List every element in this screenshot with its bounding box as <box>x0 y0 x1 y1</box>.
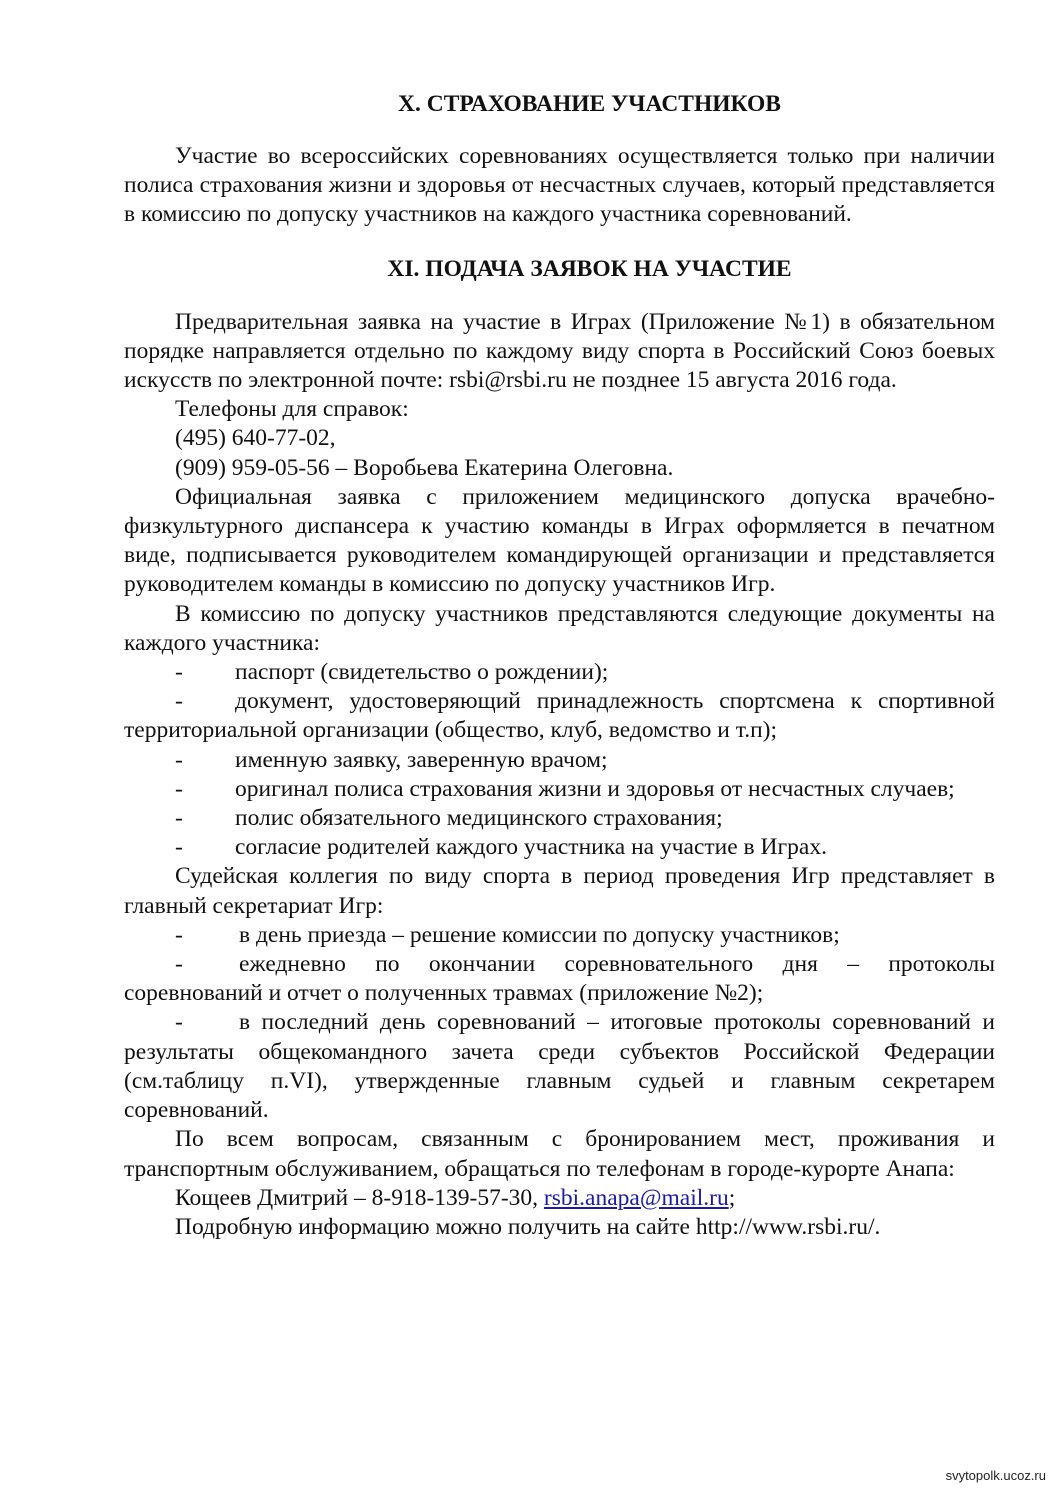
document-page <box>124 86 995 1242</box>
document-item: - согласие родителей каждого участника на участие в Играх. <box>175 834 827 861</box>
section-10-title: X. СТРАХОВАНИЕ УЧАСТНИКОВ <box>398 91 781 117</box>
official-application-paragraph: Официальная заявка с приложением медицинского допуска врачебно-физкультурного диспансера к участию команды в Играх оформляется в печатном виде, подписывается руководителем командирующей организации и представляется руководителем команды в комиссию по допуску участников Игр. <box>124 483 995 598</box>
document-item: - оригинал полиса страхования жизни и здоровья от несчастных случаев; <box>175 775 955 802</box>
watermark: svytopolk.ucoz.ru <box>945 1468 1046 1483</box>
phone-2: (909) 959-05-56 – Воробьева Екатерина Олеговна. <box>175 454 674 481</box>
judges-intro: Судейская коллегия по виду спорта в период проведения Игр представляет в главный секретариат Игр: <box>124 863 995 919</box>
booking-paragraph: По всем вопросам, связанным с бронированием мест, проживания и транспортным обслуживанием, обращаться по телефонам в городе-курорте Анапа: <box>124 1126 995 1182</box>
phones-label: Телефоны для справок: <box>175 396 409 423</box>
judges-item: - ежедневно по окончании соревновательного дня – протоколы соревнований и отчет о полученных травмах (приложение №2); <box>124 951 995 1007</box>
section-10-paragraph: Участие во всероссийских соревнованиях осуществляется только при наличии полиса страхования жизни и здоровья от несчастных случаев, который представляется в комиссию по допуску участников на каждого участника соревнований. <box>124 143 995 228</box>
document-item: - документ, удостоверяющий принадлежность спортсмена к спортивной территориальной организации (общество, клуб, ведомство и т.п); <box>124 688 995 744</box>
more-info-line: Подробную информацию можно получить на сайте http://www.rsbi.ru/. <box>175 1213 881 1240</box>
judges-item: - в последний день соревнований – итоговые протоколы соревнований и результаты общекомандного зачета среди субъектов Российской Федерации (см.таблицу п.VI), утвержденные главным судьей и главным секретарем соревнований. <box>124 1009 995 1124</box>
contact-name: Кощеев Дмитрий – 8-918-139-57-30, <box>175 1184 544 1211</box>
judges-item: - в день приезда – решение комиссии по допуску участников; <box>175 921 840 948</box>
preliminary-application-paragraph: Предварительная заявка на участие в Играх (Приложение №1) в обязательном порядке направляется отдельно по каждому виду спорта в Российский Союз боевых искусств по электронной почте: rsbi@rsbi.ru не позднее 15 августа 2016 года. <box>124 308 995 394</box>
section-11-title: XI. ПОДАЧА ЗАЯВОК НА УЧАСТИЕ <box>387 255 792 282</box>
documents-intro: В комиссию по допуску участников представляются следующие документы на каждого участника: <box>124 600 995 656</box>
document-item: - паспорт (свидетельство о рождении); <box>175 659 609 686</box>
phone-1: (495) 640-77-02, <box>175 425 336 452</box>
document-item: - полис обязательного медицинского страхования; <box>175 805 723 832</box>
document-item: - именную заявку, заверенную врачом; <box>175 746 608 773</box>
contact-email-link[interactable]: rsbi.anapa@mail.ru <box>543 1184 729 1211</box>
contact-line: Кощеев Дмитрий – 8-918-139-57-30, rsbi.anapa@mail.ru; <box>175 1184 736 1211</box>
